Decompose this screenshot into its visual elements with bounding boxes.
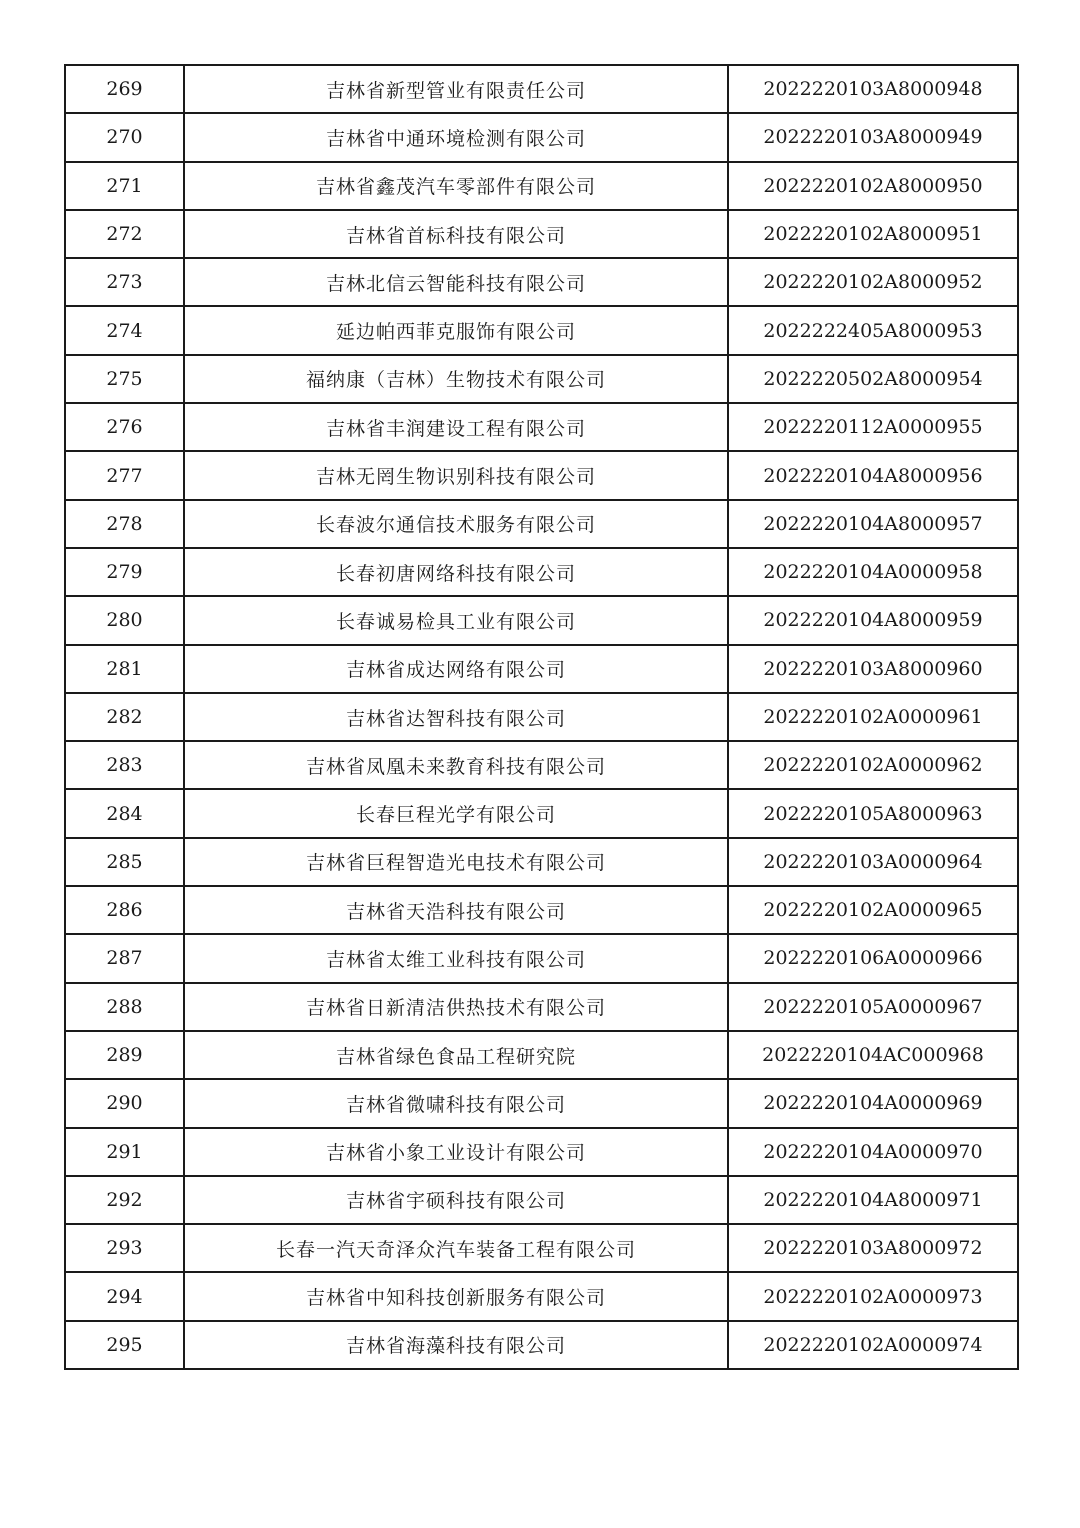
company-name-cell: 吉林省鑫茂汽车零部件有限公司 — [184, 162, 728, 210]
registration-code-cell: 2022220103A0000964 — [728, 838, 1018, 886]
table-row — [65, 113, 1018, 161]
table-row — [65, 258, 1018, 306]
row-number-cell: 290 — [65, 1079, 184, 1127]
company-name-cell: 吉林省中知科技创新服务有限公司 — [184, 1272, 728, 1320]
registration-code-cell: 2022220102A8000952 — [728, 258, 1018, 306]
company-name-cell: 吉林省中通环境检测有限公司 — [184, 113, 728, 161]
registration-code-cell: 2022220103A8000972 — [728, 1224, 1018, 1272]
table-row — [65, 838, 1018, 886]
company-name-cell: 吉林省绿色食品工程研究院 — [184, 1031, 728, 1079]
company-name-cell: 长春巨程光学有限公司 — [184, 789, 728, 837]
table-row — [65, 210, 1018, 258]
company-name-cell: 吉林省成达网络有限公司 — [184, 645, 728, 693]
company-name-cell: 吉林省海藻科技有限公司 — [184, 1321, 728, 1369]
row-number-cell: 270 — [65, 113, 184, 161]
company-name-cell: 吉林省凤凰未来教育科技有限公司 — [184, 741, 728, 789]
company-name-cell: 长春诚易检具工业有限公司 — [184, 596, 728, 644]
company-name-cell: 吉林省日新清洁供热技术有限公司 — [184, 983, 728, 1031]
registration-code-cell: 2022220106A0000966 — [728, 934, 1018, 982]
table-row — [65, 1079, 1018, 1127]
company-name-cell: 吉林省新型管业有限责任公司 — [184, 65, 728, 113]
row-number-cell: 284 — [65, 789, 184, 837]
row-number-cell: 286 — [65, 886, 184, 934]
company-name-cell: 吉林无罔生物识别科技有限公司 — [184, 451, 728, 499]
table-row — [65, 500, 1018, 548]
row-number-cell: 277 — [65, 451, 184, 499]
row-number-cell: 282 — [65, 693, 184, 741]
row-number-cell: 275 — [65, 355, 184, 403]
registration-code-cell: 2022220105A0000967 — [728, 983, 1018, 1031]
table-row — [65, 548, 1018, 596]
row-number-cell: 278 — [65, 500, 184, 548]
row-number-cell: 281 — [65, 645, 184, 693]
registration-code-cell: 2022220104A0000969 — [728, 1079, 1018, 1127]
row-number-cell: 271 — [65, 162, 184, 210]
table-row — [65, 693, 1018, 741]
table-row — [65, 1321, 1018, 1369]
registration-code-cell: 2022220103A8000960 — [728, 645, 1018, 693]
company-name-cell: 长春初唐网络科技有限公司 — [184, 548, 728, 596]
registration-code-cell: 2022220102A0000973 — [728, 1272, 1018, 1320]
registration-code-cell: 2022220103A8000949 — [728, 113, 1018, 161]
row-number-cell: 291 — [65, 1128, 184, 1176]
registration-code-cell: 2022220102A0000962 — [728, 741, 1018, 789]
row-number-cell: 280 — [65, 596, 184, 644]
table-row — [65, 789, 1018, 837]
row-number-cell: 289 — [65, 1031, 184, 1079]
registry-sheet — [64, 64, 1015, 1370]
registration-code-cell: 2022220105A8000963 — [728, 789, 1018, 837]
table-row — [65, 451, 1018, 499]
table-row — [65, 1128, 1018, 1176]
table-row — [65, 645, 1018, 693]
company-name-cell: 吉林省太维工业科技有限公司 — [184, 934, 728, 982]
company-name-cell: 吉林省微啸科技有限公司 — [184, 1079, 728, 1127]
table-row — [65, 162, 1018, 210]
registration-code-cell: 2022220102A8000950 — [728, 162, 1018, 210]
row-number-cell: 276 — [65, 403, 184, 451]
table-row — [65, 1272, 1018, 1320]
table-row — [65, 596, 1018, 644]
company-name-cell: 吉林北信云智能科技有限公司 — [184, 258, 728, 306]
registration-code-cell: 2022220104A8000971 — [728, 1176, 1018, 1224]
row-number-cell: 285 — [65, 838, 184, 886]
row-number-cell: 273 — [65, 258, 184, 306]
row-number-cell: 287 — [65, 934, 184, 982]
company-name-cell: 长春一汽天奇泽众汽车装备工程有限公司 — [184, 1224, 728, 1272]
registration-code-cell: 2022222405A8000953 — [728, 306, 1018, 354]
registration-code-cell: 2022220104A0000970 — [728, 1128, 1018, 1176]
company-name-cell: 吉林省巨程智造光电技术有限公司 — [184, 838, 728, 886]
company-name-cell: 吉林省天浩科技有限公司 — [184, 886, 728, 934]
table-row — [65, 306, 1018, 354]
registration-code-cell: 2022220102A0000974 — [728, 1321, 1018, 1369]
row-number-cell: 272 — [65, 210, 184, 258]
table-row — [65, 1224, 1018, 1272]
row-number-cell: 279 — [65, 548, 184, 596]
registration-code-cell: 2022220102A0000961 — [728, 693, 1018, 741]
row-number-cell: 295 — [65, 1321, 184, 1369]
table-row — [65, 403, 1018, 451]
company-name-cell: 吉林省小象工业设计有限公司 — [184, 1128, 728, 1176]
registration-code-cell: 2022220104A8000959 — [728, 596, 1018, 644]
table-row — [65, 1176, 1018, 1224]
registration-code-cell: 2022220502A8000954 — [728, 355, 1018, 403]
row-number-cell: 274 — [65, 306, 184, 354]
row-number-cell: 293 — [65, 1224, 184, 1272]
registration-code-cell: 2022220104A8000957 — [728, 500, 1018, 548]
table-row — [65, 983, 1018, 1031]
company-name-cell: 吉林省丰润建设工程有限公司 — [184, 403, 728, 451]
table-row — [65, 355, 1018, 403]
registry-table — [64, 64, 1019, 1370]
company-name-cell: 长春波尔通信技术服务有限公司 — [184, 500, 728, 548]
registration-code-cell: 2022220103A8000948 — [728, 65, 1018, 113]
registration-code-cell: 2022220104A8000956 — [728, 451, 1018, 499]
table-row — [65, 65, 1018, 113]
row-number-cell: 269 — [65, 65, 184, 113]
registration-code-cell: 2022220104AC000968 — [728, 1031, 1018, 1079]
registration-code-cell: 2022220104A0000958 — [728, 548, 1018, 596]
company-name-cell: 吉林省首标科技有限公司 — [184, 210, 728, 258]
registration-code-cell: 2022220102A0000965 — [728, 886, 1018, 934]
table-row — [65, 934, 1018, 982]
registration-code-cell: 2022220112A0000955 — [728, 403, 1018, 451]
company-name-cell: 福纳康（吉林）生物技术有限公司 — [184, 355, 728, 403]
row-number-cell: 283 — [65, 741, 184, 789]
company-name-cell: 吉林省宇硕科技有限公司 — [184, 1176, 728, 1224]
table-row — [65, 886, 1018, 934]
company-name-cell: 延边帕西菲克服饰有限公司 — [184, 306, 728, 354]
table-row — [65, 1031, 1018, 1079]
registry-table-body — [65, 65, 1018, 1369]
table-row — [65, 741, 1018, 789]
registration-code-cell: 2022220102A8000951 — [728, 210, 1018, 258]
row-number-cell: 292 — [65, 1176, 184, 1224]
company-name-cell: 吉林省达智科技有限公司 — [184, 693, 728, 741]
row-number-cell: 294 — [65, 1272, 184, 1320]
row-number-cell: 288 — [65, 983, 184, 1031]
